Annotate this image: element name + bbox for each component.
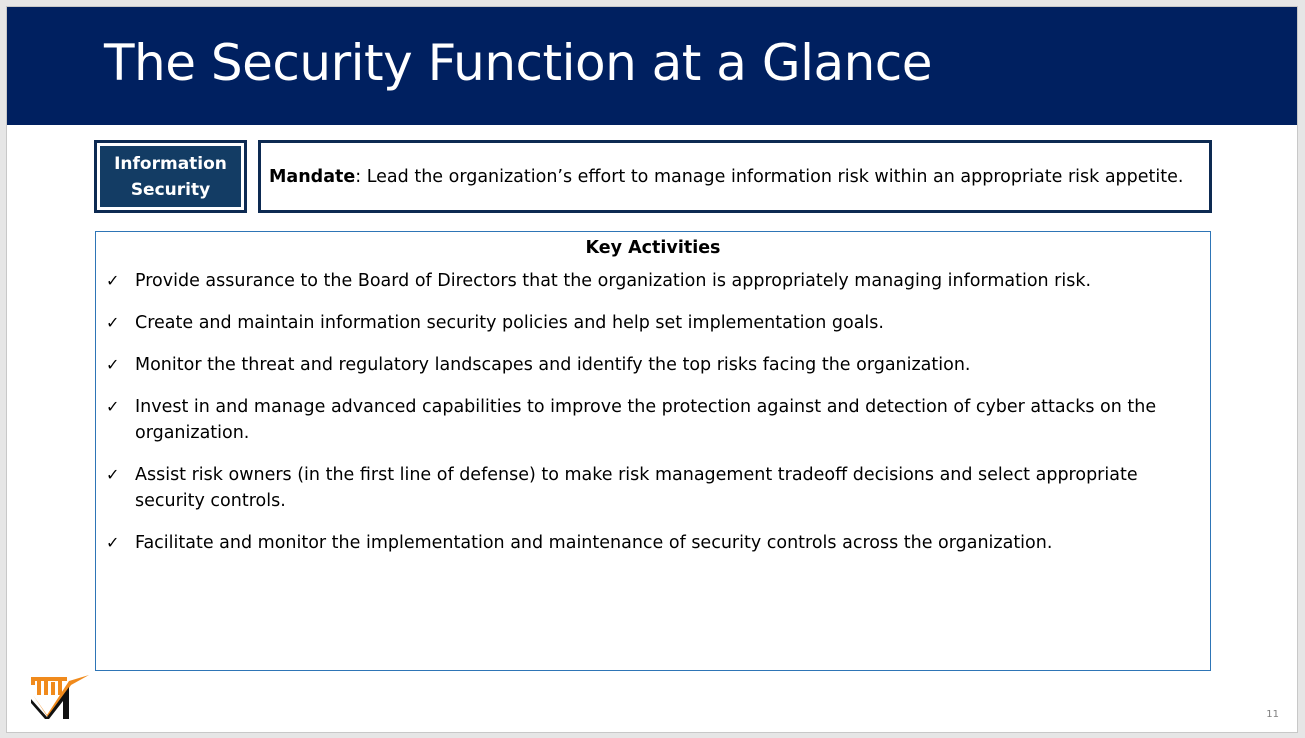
activity-list: [96, 268, 1210, 572]
checkmark-icon: ✓: [106, 271, 120, 290]
checkmark-icon: ✓: [106, 533, 120, 552]
checkmark-icon: ✓: [106, 313, 120, 332]
mandate-box: [258, 140, 1212, 213]
activity-text: Create and maintain information security policies and help set implementation goals.: [135, 313, 884, 333]
activity-text: Provide assurance to the Board of Directors that the organization is appropriately managing information risk.: [135, 271, 1092, 291]
page-number: 11: [1266, 709, 1279, 720]
key-activities-box: [95, 231, 1211, 671]
list-item: [96, 394, 1210, 446]
list-item: [96, 310, 1210, 336]
mandate-label: Mandate: [269, 166, 356, 187]
activity-text: Monitor the threat and regulatory landscapes and identify the top risks facing the organization.: [135, 355, 971, 375]
checkmark-icon: ✓: [106, 465, 120, 484]
chart-checkmark-logo-icon: [27, 673, 93, 721]
list-item: [96, 268, 1210, 294]
slide: [6, 6, 1298, 733]
activity-text: Facilitate and monitor the implementation and maintenance of security controls across the organization.: [135, 533, 1053, 553]
role-box: [94, 140, 247, 213]
key-activities-heading: Key Activities: [585, 238, 721, 258]
list-item: [96, 462, 1210, 514]
role-label: Information Security: [100, 146, 241, 207]
activity-text: Invest in and manage advanced capabilities to improve the protection against and detection of cyber attacks on the organization.: [135, 397, 1157, 443]
list-item: [96, 530, 1210, 556]
title-bar: [7, 7, 1297, 125]
activity-text: Assist risk owners (in the first line of defense) to make risk management tradeoff decisions and select appropriate security controls.: [135, 465, 1138, 511]
mandate-text: : Lead the organization’s effort to manage information risk within an appropriate risk appetite.: [355, 166, 1184, 187]
checkmark-icon: ✓: [106, 355, 120, 374]
slide-title: The Security Function at a Glance: [104, 34, 933, 92]
checkmark-icon: ✓: [106, 397, 120, 416]
list-item: [96, 352, 1210, 378]
